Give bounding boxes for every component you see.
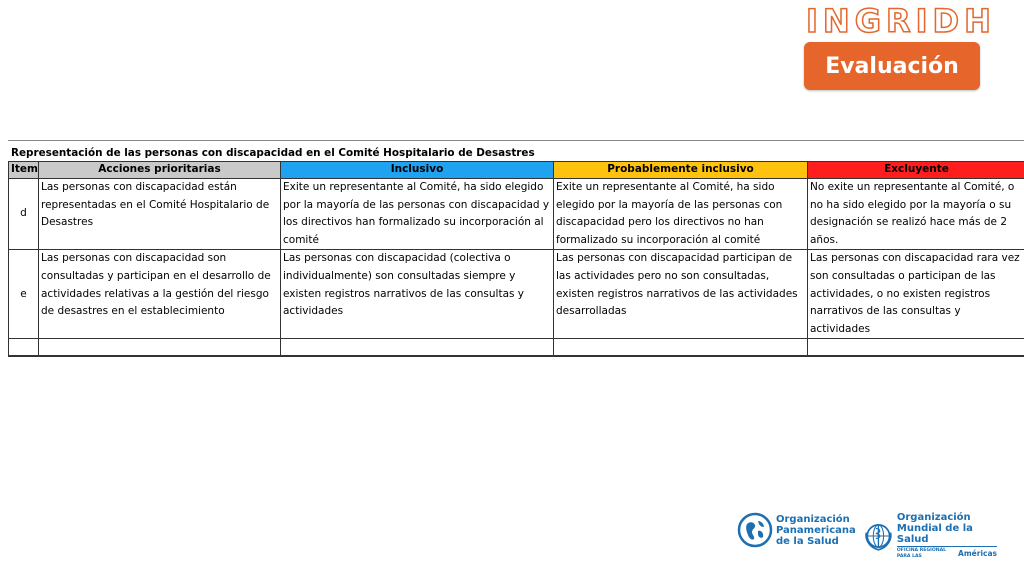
ops-line3: de la Salud [776, 535, 839, 547]
oms-logo [863, 512, 997, 560]
who-emblem-icon [863, 518, 894, 554]
header-excluyente: Excluyente [808, 162, 1024, 179]
row-excluyente: No exite un representante al Comité, o no ha sido elegido por la mayoría o su designación se realizó hace más de 2 años. [808, 179, 1024, 250]
brand-title: INGRIDH [806, 2, 996, 40]
oms-line1: Organización [896, 512, 971, 523]
row-acciones: Las personas con discapacidad están representadas en el Comité Hospitalario de Desastres [39, 179, 281, 250]
row-inclusivo: Exite un representante al Comité, ha sido elegido por la mayoría de las personas con discapacidad y los directivos han formalizado su incorporación al comité [281, 179, 554, 250]
header-item: Item [9, 162, 39, 179]
ops-globe-icon [737, 512, 773, 548]
header-inclusivo: Inclusivo [281, 162, 554, 179]
assessment-sheet [8, 140, 1024, 357]
header-acciones: Acciones prioritarias [39, 162, 281, 179]
oms-sub-small: OFICINA REGIONAL PARA LAS [896, 548, 947, 559]
row-excluyente: Las personas con discapacidad rara vez son consultadas o participan de las actividades, o no existen registros narrativos de las consultas y actividades [808, 250, 1024, 339]
table-row [9, 250, 1024, 339]
ops-line1: Organización [776, 513, 850, 525]
row-item: d [9, 179, 39, 250]
assessment-table [8, 161, 1024, 357]
row-probable: Las personas con discapacidad participan de las actividades pero no son consultadas, existen registros narrativos de las actividades desarrolladas [554, 250, 808, 339]
row-probable: Exite un representante al Comité, ha sido elegido por la mayoría de las personas con discapacidad pero los directivos no han formalizado su incorporación al comité [554, 179, 808, 250]
row-inclusivo: Las personas con discapacidad (colectiva o individualmente) son consultadas siempre y existen registros narrativos de las consultas y actividades [281, 250, 554, 339]
oms-line2: Mundial de la Salud [896, 523, 973, 545]
row-item: e [9, 250, 39, 339]
evaluation-badge: Evaluación [804, 42, 980, 90]
table-header-row [9, 162, 1024, 179]
ops-logo [737, 512, 856, 548]
header-probable: Probablemente inclusivo [554, 162, 808, 179]
table-row [9, 179, 1024, 250]
ops-line2: Panamericana [776, 524, 856, 536]
table-empty-row [9, 339, 1024, 357]
oms-sub-big: Américas [958, 549, 997, 558]
footer-logos [737, 512, 997, 560]
sheet-title: Representación de las personas con discapacidad en el Comité Hospitalario de Desastres [8, 140, 1024, 161]
row-acciones: Las personas con discapacidad son consultadas y participan en el desarrollo de actividades relativas a la gestión del riesgo de desastres en el establecimiento [39, 250, 281, 339]
